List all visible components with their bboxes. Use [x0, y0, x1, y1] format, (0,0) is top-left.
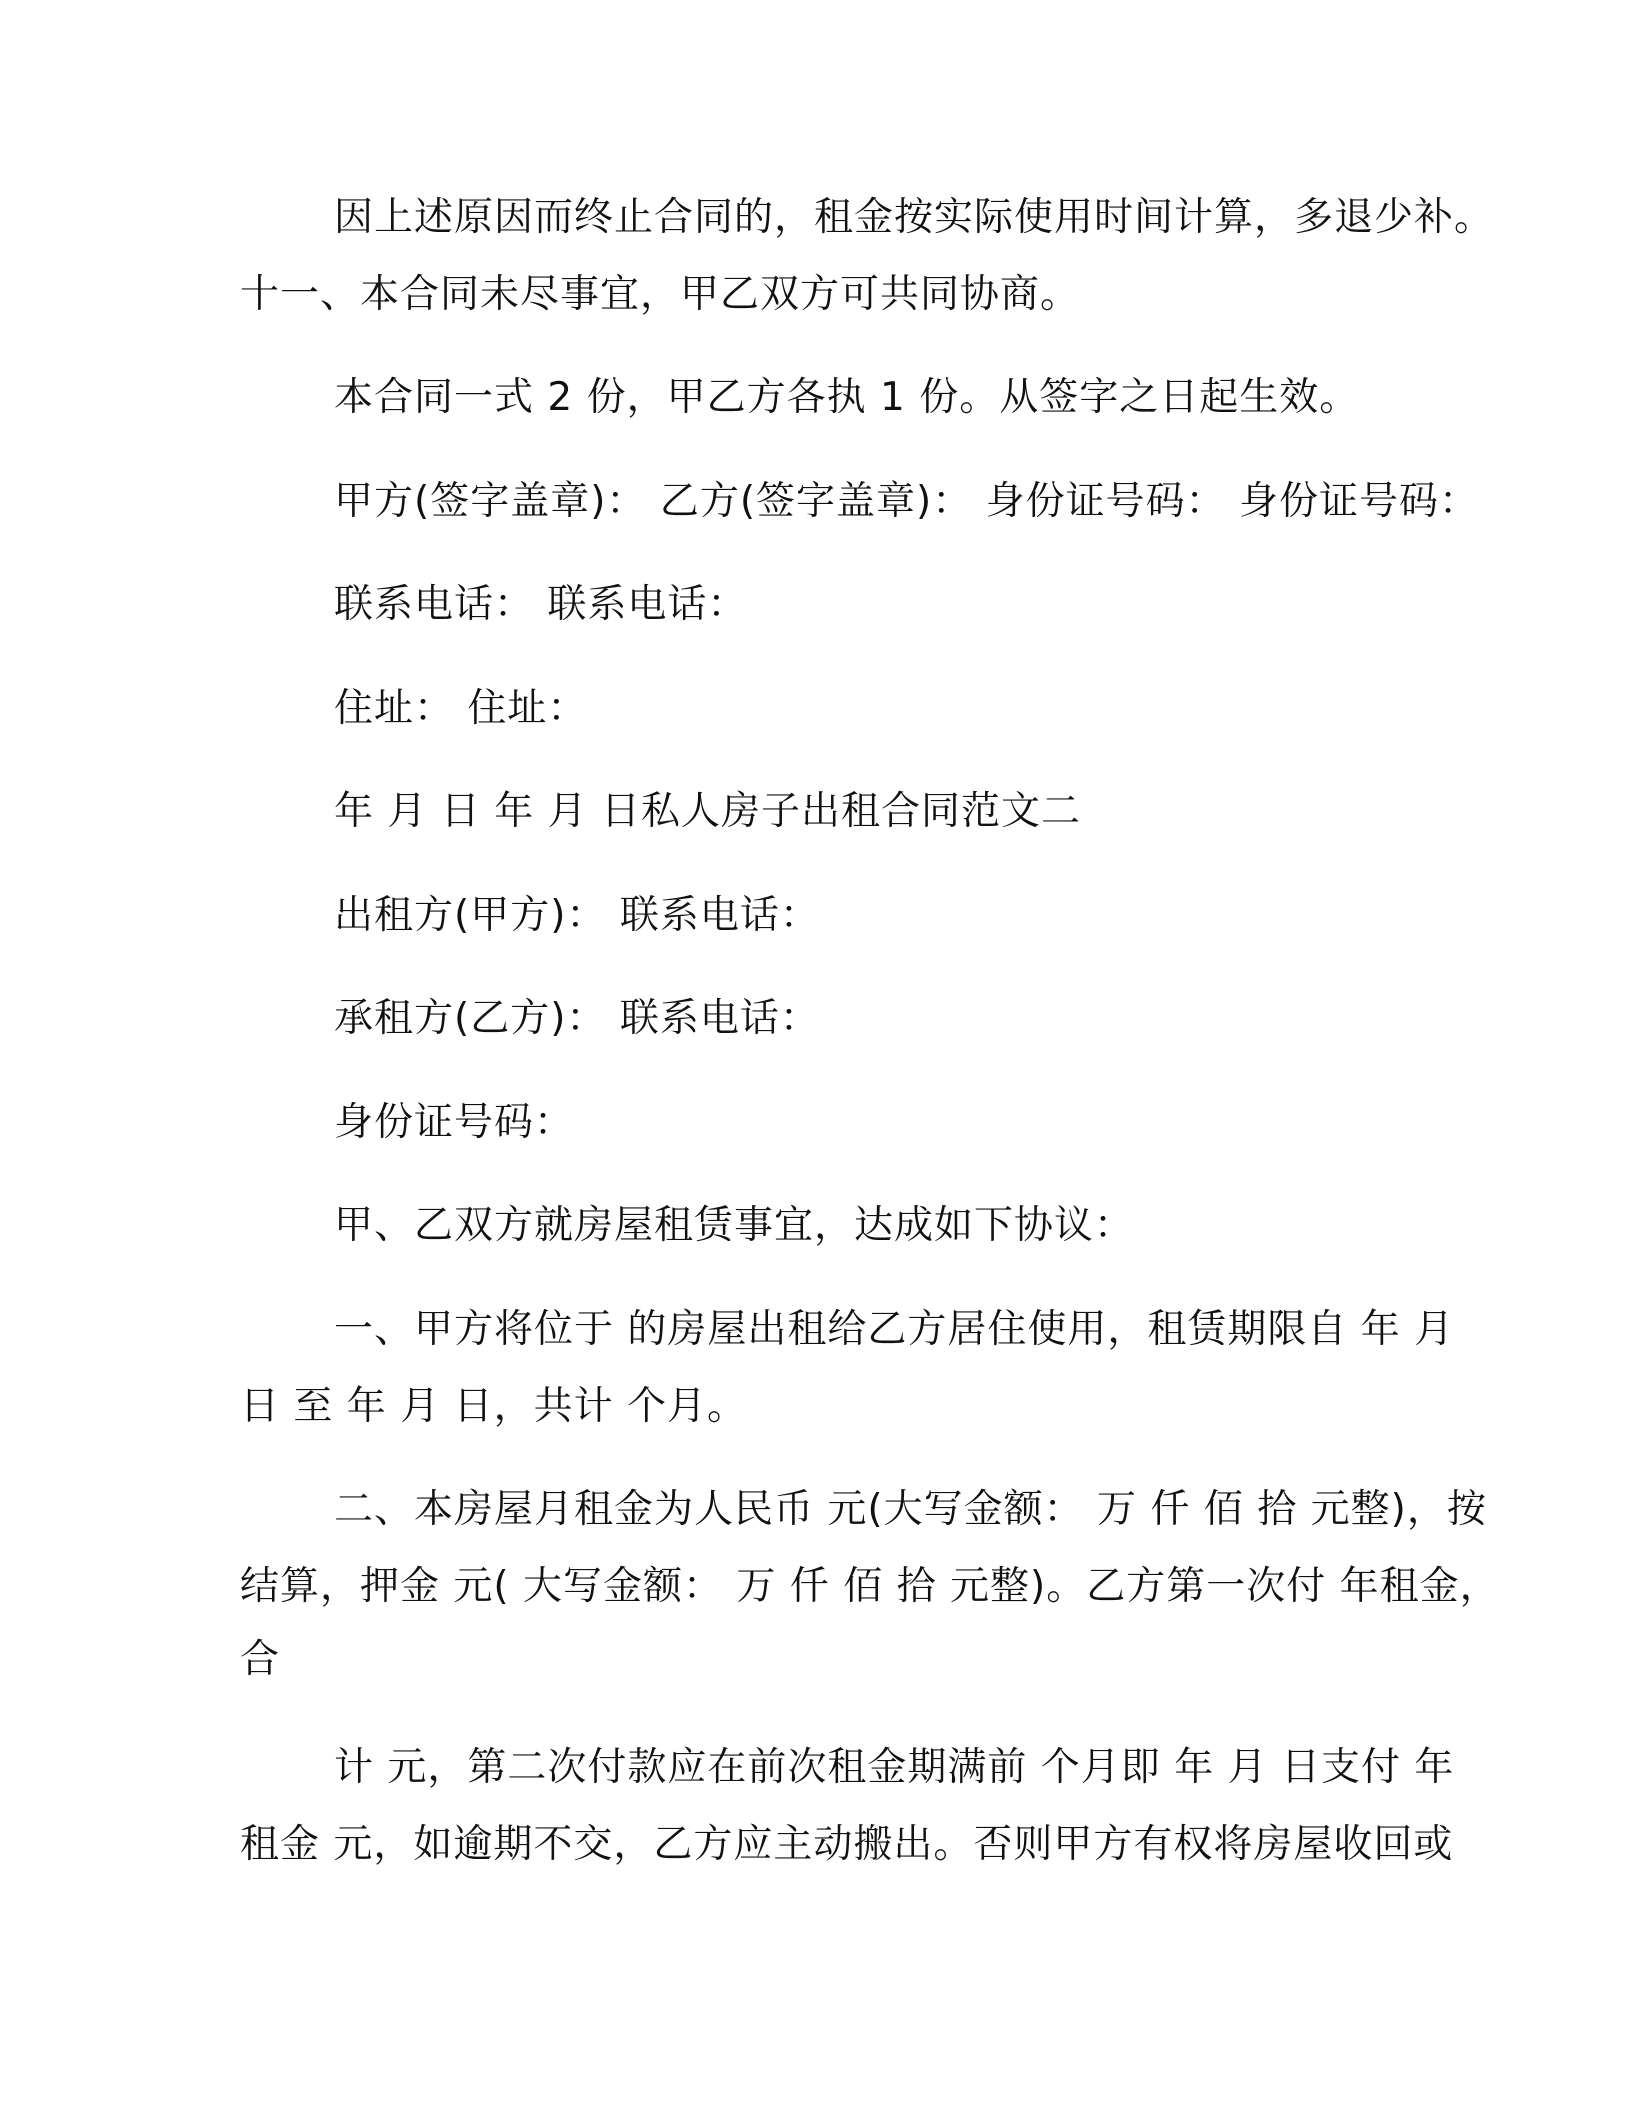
clause-one-continuation: 日 至 年 月 日，共计 个月。	[240, 1384, 747, 1429]
signature-line: 甲方(签字盖章)： 乙方(签字盖章)： 身份证号码： 身份证号码：	[334, 479, 1480, 524]
lessee-line: 承租方(乙方)： 联系电话：	[334, 996, 820, 1041]
clause-two-continuation: 结算，押金 元( 大写金额： 万 仟 佰 拾 元整)。乙方第一次付 年租金，	[240, 1564, 1500, 1609]
payment-continuation: 租金 元，如逾期不交，乙方应主动搬出。否则甲方有权将房屋收回或	[240, 1822, 1454, 1867]
paragraph-line: 因上述原因而终止合同的，租金按实际使用时间计算，多退少补。	[334, 195, 1495, 240]
payment-line: 计 元，第二次付款应在前次租金期满前 个月即 年 月 日支付 年	[334, 1745, 1455, 1790]
address-line: 住址： 住址：	[334, 686, 588, 731]
section-heading: 十一、本合同未尽事宜，甲乙双方可共同协商。	[240, 272, 1081, 317]
paragraph-line: 本合同一式 2 份，甲乙方各执 1 份。从签字之日起生效。	[334, 375, 1360, 420]
clause-two-line: 二、本房屋月租金为人民币 元(大写金额： 万 仟 佰 拾 元整)，按	[334, 1487, 1487, 1532]
clause-one-line: 一、甲方将位于 的房屋出租给乙方居住使用，租赁期限自 年 月	[334, 1307, 1455, 1352]
agreement-intro-line: 甲、乙双方就房屋租赁事宜，达成如下协议：	[334, 1203, 1135, 1248]
clause-two-continuation: 合	[240, 1637, 281, 1682]
id-number-line: 身份证号码：	[334, 1100, 575, 1145]
date-title-line: 年 月 日 年 月 日私人房子出租合同范文二	[334, 789, 1081, 834]
contact-line: 联系电话： 联系电话：	[334, 582, 748, 627]
lessor-line: 出租方(甲方)： 联系电话：	[334, 893, 820, 938]
